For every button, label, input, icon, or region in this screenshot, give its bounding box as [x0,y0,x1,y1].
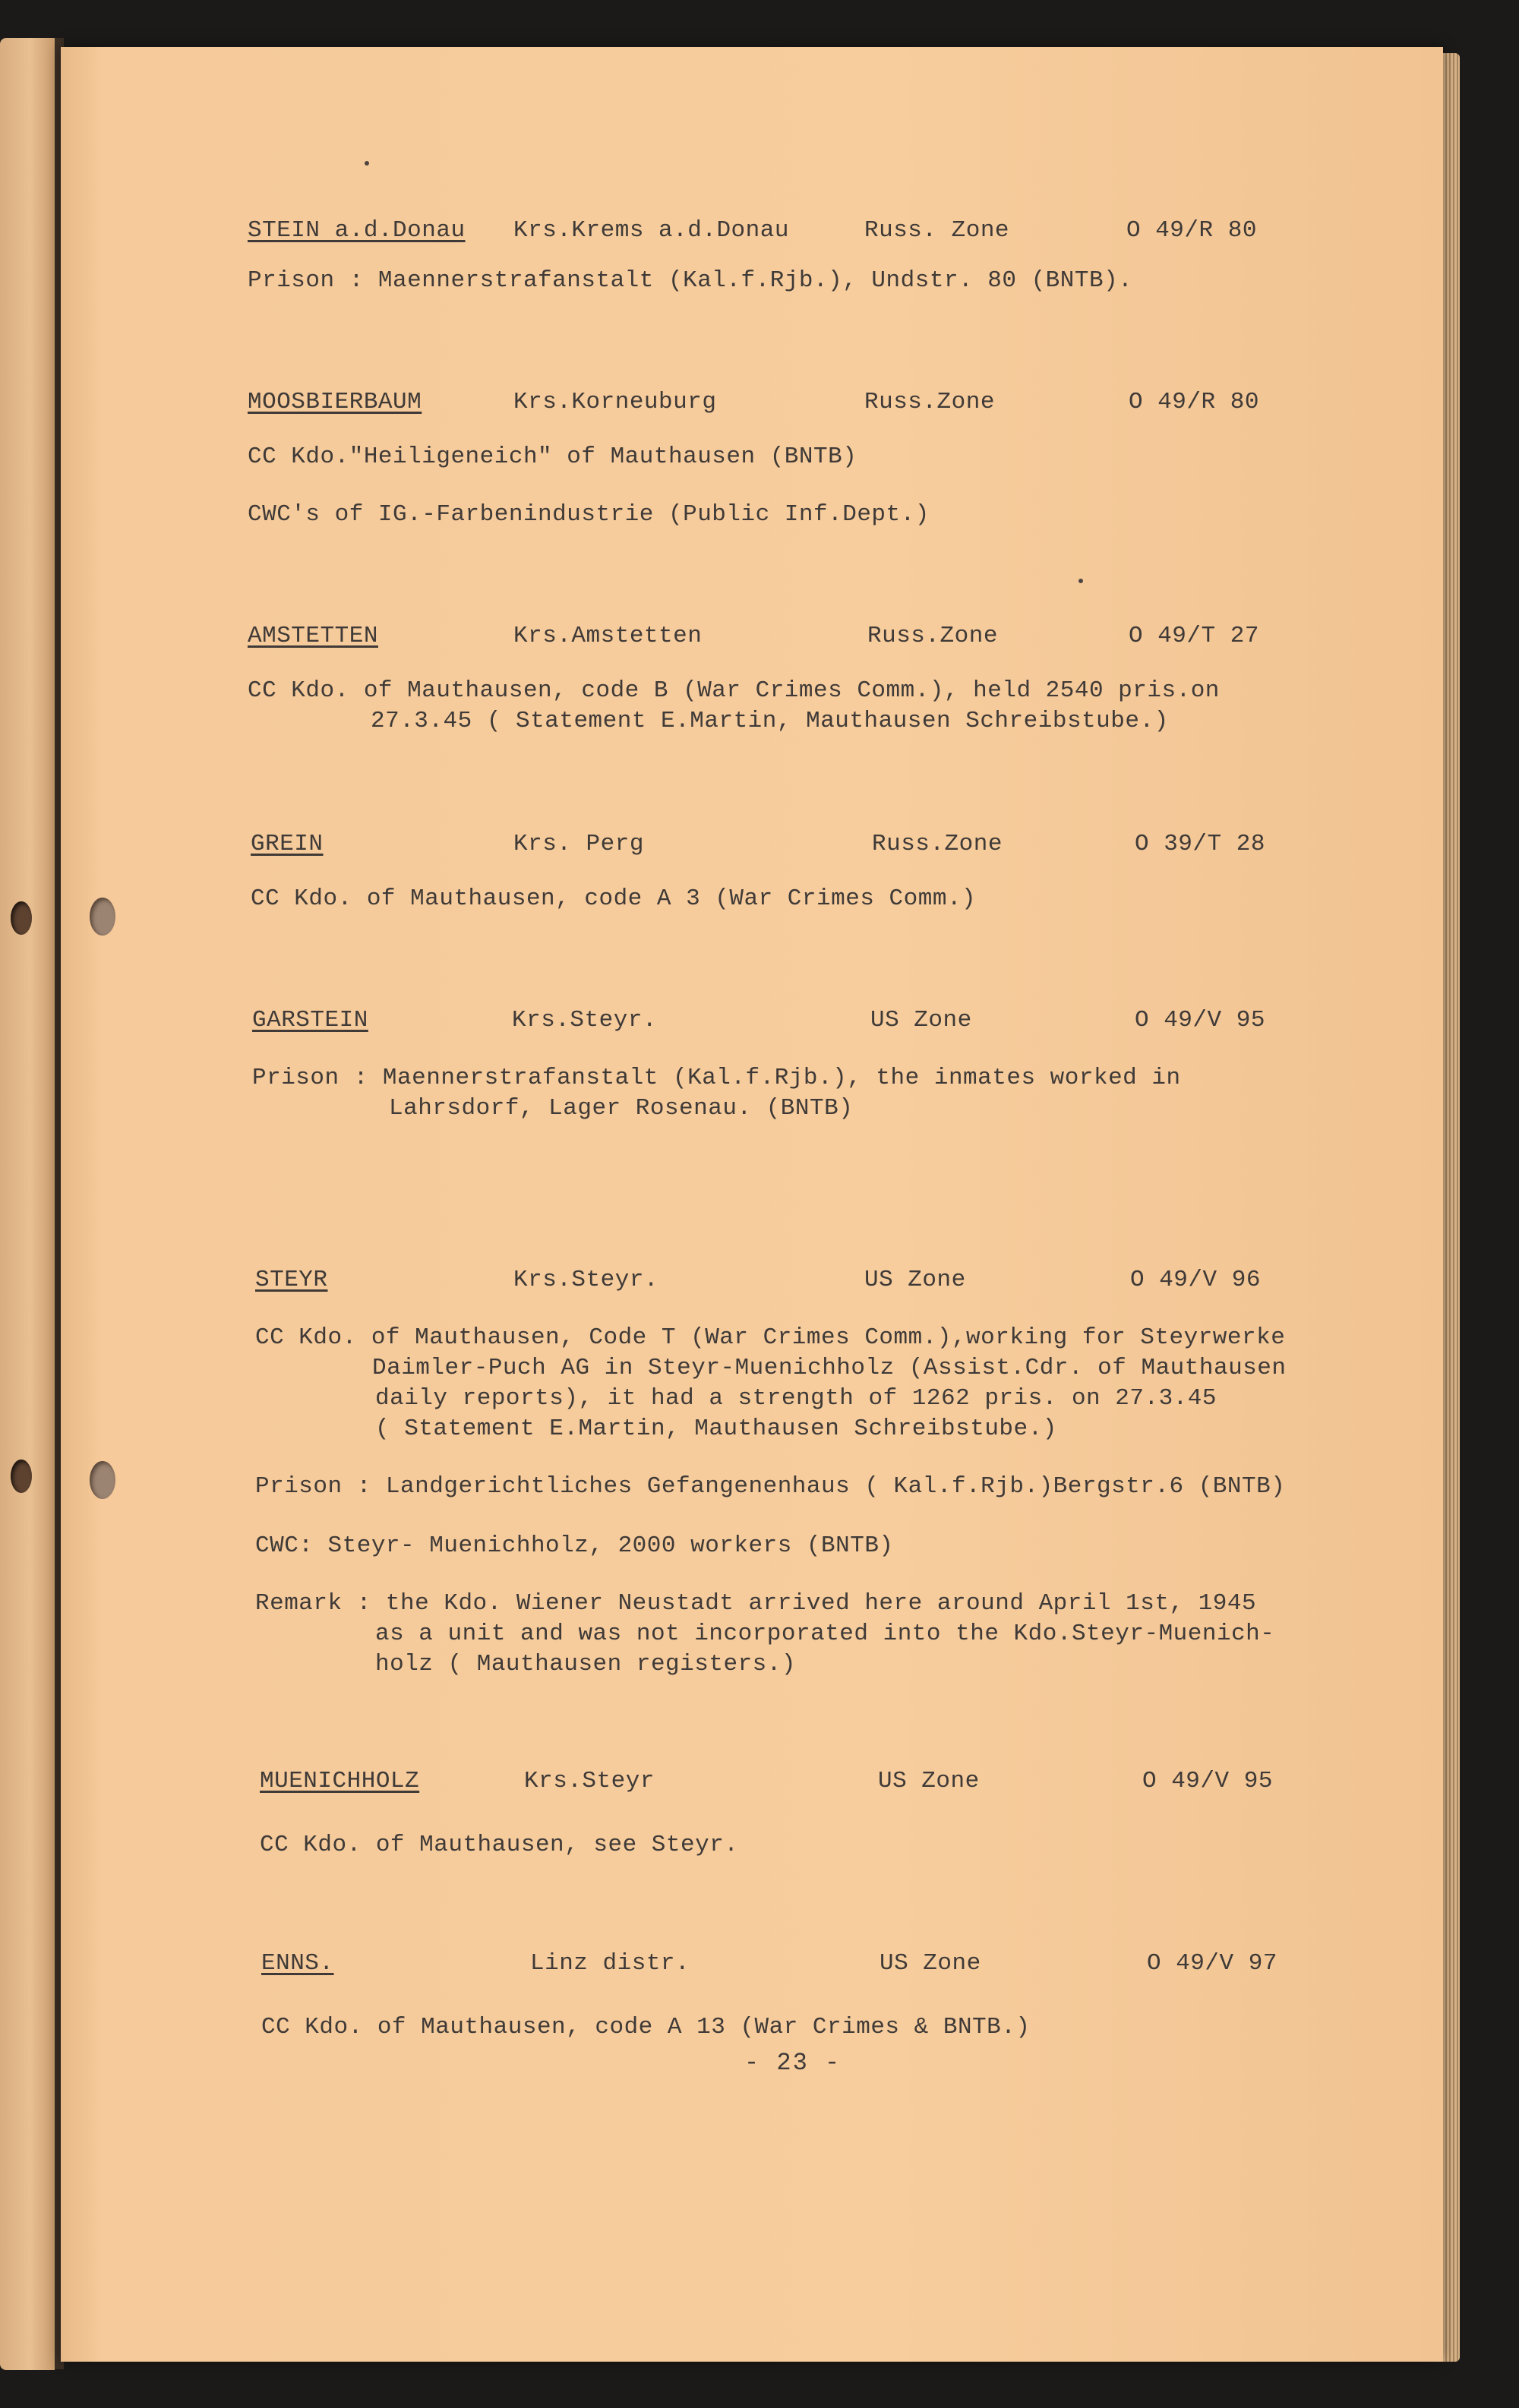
grid-reference: O 49/V 97 [1147,1950,1277,1977]
place-name: AMSTETTEN [248,623,378,649]
entry-garstein [252,1005,1391,1122]
district: Krs.Amstetten [513,623,703,649]
page-number: - 23 - [744,2049,842,2077]
district: Krs. Perg [513,831,644,857]
zone: Russ. Zone [864,217,1010,244]
grid-reference: O 49/V 95 [1135,1007,1265,1034]
zone: Russ.Zone [867,623,998,649]
grid-reference: O 49/T 27 [1129,623,1259,649]
entry-line: holz ( Mauthausen registers.) [375,1651,796,1677]
grid-reference: O 49/R 80 [1126,217,1257,244]
entry-line: as a unit and was not incorporated into the Kdo.Steyr-Muenich- [375,1621,1275,1647]
entry-line: daily reports), it had a strength of 1262 pris. on 27.3.45 [375,1385,1217,1412]
ink-speck [365,161,369,166]
zone: US Zone [880,1950,981,1977]
entry-line: Daimler-Puch AG in Steyr-Muenichholz (Assist.Cdr. of Mauthausen [372,1355,1287,1381]
entry-stein [248,216,1387,294]
entry-steyr [255,1265,1394,1677]
district: Krs.Steyr [524,1768,655,1794]
grid-reference: O 49/V 96 [1130,1267,1261,1293]
place-name: GARSTEIN [252,1007,368,1034]
entry-line: 27.3.45 ( Statement E.Martin, Mauthausen Schreibstube.) [371,708,1169,734]
place-name: GREIN [251,831,324,857]
entry-line: CC Kdo."Heiligeneich" of Mauthausen (BNTB) [248,443,857,470]
place-name: MOOSBIERBAUM [248,389,422,415]
zone: US Zone [878,1768,980,1794]
district: Linz distr. [530,1950,690,1977]
grid-reference: O 49/R 80 [1129,389,1259,415]
binding-hole-left-top [11,901,32,935]
place-name: MUENICHHOLZ [260,1768,420,1794]
entry-line: CC Kdo. of Mauthausen, code B (War Crimes Comm.), held 2540 pris.on [248,677,1220,704]
entry-muenichholz [260,1766,1399,1858]
entry-line: CWC: Steyr- Muenichholz, 2000 workers (BNTB) [255,1532,894,1559]
binding-hole-bottom [90,1461,115,1499]
place-name: STEYR [255,1267,328,1293]
district: Krs.Steyr. [512,1007,658,1034]
entry-moosbierbaum [248,387,1387,528]
binding-hole-left-bottom [11,1460,32,1493]
entry-line: CC Kdo. of Mauthausen, see Steyr. [260,1832,739,1858]
entry-enns [261,1949,1401,2040]
place-name: STEIN a.d.Donau [248,217,466,244]
grid-reference: O 39/T 28 [1135,831,1265,857]
entry-line: CWC's of IG.-Farbenindustrie (Public Inf.Dept.) [248,501,930,528]
district: Krs.Krems a.d.Donau [513,217,789,244]
grid-reference: O 49/V 95 [1142,1768,1273,1794]
entry-line: Prison : Landgerichtliches Gefangenenhaus ( Kal.f.Rjb.)Bergstr.6 (BNTB) [255,1473,1286,1500]
zone: US Zone [870,1007,972,1034]
zone: US Zone [864,1267,966,1293]
left-page-edge [0,38,55,2370]
entry-line: Remark : the Kdo. Wiener Neustadt arrived here around April 1st, 1945 [255,1590,1257,1617]
binding-hole-top [90,898,115,936]
ink-speck [1078,579,1083,583]
entry-line: CC Kdo. of Mauthausen, code A 13 (War Crimes & BNTB.) [261,2014,1031,2040]
entry-line: Prison : Maennerstrafanstalt (Kal.f.Rjb.), Undstr. 80 (BNTB). [248,267,1133,294]
entry-line: CC Kdo. of Mauthausen, code A 3 (War Crimes Comm.) [251,885,977,912]
zone: Russ.Zone [864,389,995,415]
district: Krs.Steyr. [513,1267,659,1293]
entry-line: ( Statement E.Martin, Mauthausen Schreibstube.) [375,1415,1057,1442]
zone: Russ.Zone [872,831,1003,857]
entry-line: Prison : Maennerstrafanstalt (Kal.f.Rjb.), the inmates worked in [252,1065,1181,1091]
place-name: ENNS. [261,1950,334,1977]
entry-line: CC Kdo. of Mauthausen, Code T (War Crimes Comm.),working for Steyrwerke [255,1324,1286,1351]
entry-amstetten [248,621,1387,734]
entry-grein [251,829,1390,912]
district: Krs.Korneuburg [513,389,717,415]
entry-line: Lahrsdorf, Lager Rosenau. (BNTB) [389,1095,854,1122]
document-page [61,47,1443,2362]
